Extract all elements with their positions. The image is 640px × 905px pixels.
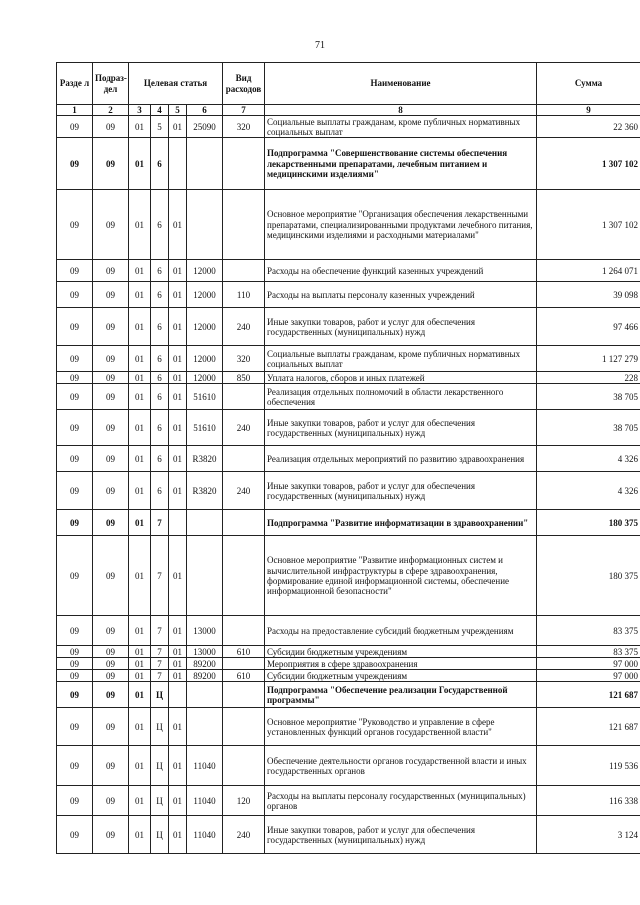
podrazdel-cell: 09 bbox=[93, 708, 129, 746]
sum-cell: 119 536 bbox=[537, 746, 640, 786]
column-number: 5 bbox=[169, 105, 187, 116]
razdel-cell: 09 bbox=[57, 346, 93, 372]
header-razdel: Разде л bbox=[57, 63, 93, 105]
direction-code-cell: 12000 bbox=[187, 282, 223, 308]
direction-code-cell: 89200 bbox=[187, 658, 223, 670]
table-row bbox=[57, 260, 640, 282]
table-row bbox=[57, 410, 640, 446]
expense-type-cell bbox=[223, 682, 265, 708]
subprogram-code-cell: 6 bbox=[151, 282, 169, 308]
sum-cell: 83 375 bbox=[537, 616, 640, 646]
sum-cell: 97 466 bbox=[537, 308, 640, 346]
table-row bbox=[57, 138, 640, 190]
razdel-cell: 09 bbox=[57, 372, 93, 384]
podrazdel-cell: 09 bbox=[93, 372, 129, 384]
event-code-cell: 01 bbox=[169, 670, 187, 682]
expense-type-cell: 240 bbox=[223, 410, 265, 446]
podrazdel-cell: 09 bbox=[93, 472, 129, 510]
program-code-cell: 01 bbox=[129, 346, 151, 372]
event-code-cell: 01 bbox=[169, 190, 187, 260]
table-row bbox=[57, 190, 640, 260]
subprogram-code-cell: 7 bbox=[151, 616, 169, 646]
event-code-cell: 01 bbox=[169, 746, 187, 786]
sum-cell: 116 338 bbox=[537, 786, 640, 816]
table-row bbox=[57, 658, 640, 670]
budget-table bbox=[56, 62, 640, 854]
razdel-cell: 09 bbox=[57, 670, 93, 682]
program-code-cell: 01 bbox=[129, 260, 151, 282]
podrazdel-cell: 09 bbox=[93, 616, 129, 646]
name-cell: Реализация отдельных полномочий в области лекарственного обеспечения bbox=[265, 384, 537, 410]
expense-type-cell bbox=[223, 658, 265, 670]
name-cell: Субсидии бюджетным учреждениям bbox=[265, 646, 537, 658]
expense-type-cell bbox=[223, 138, 265, 190]
subprogram-code-cell: 7 bbox=[151, 646, 169, 658]
event-code-cell: 01 bbox=[169, 816, 187, 854]
column-number: 6 bbox=[187, 105, 223, 116]
expense-type-cell: 240 bbox=[223, 816, 265, 854]
razdel-cell: 09 bbox=[57, 746, 93, 786]
podrazdel-cell: 09 bbox=[93, 670, 129, 682]
sum-cell: 228 bbox=[537, 372, 640, 384]
table-row bbox=[57, 510, 640, 536]
direction-code-cell bbox=[187, 510, 223, 536]
razdel-cell: 09 bbox=[57, 410, 93, 446]
event-code-cell bbox=[169, 682, 187, 708]
table-row bbox=[57, 670, 640, 682]
event-code-cell: 01 bbox=[169, 346, 187, 372]
event-code-cell bbox=[169, 510, 187, 536]
razdel-cell: 09 bbox=[57, 446, 93, 472]
direction-code-cell: 11040 bbox=[187, 786, 223, 816]
name-cell: Мероприятия в сфере здравоохранения bbox=[265, 658, 537, 670]
subprogram-code-cell: 6 bbox=[151, 384, 169, 410]
subprogram-code-cell: 6 bbox=[151, 446, 169, 472]
podrazdel-cell: 09 bbox=[93, 682, 129, 708]
expense-type-cell bbox=[223, 510, 265, 536]
table-header-row bbox=[57, 63, 640, 105]
event-code-cell: 01 bbox=[169, 372, 187, 384]
table-row bbox=[57, 384, 640, 410]
sum-cell: 3 124 bbox=[537, 816, 640, 854]
subprogram-code-cell: Ц bbox=[151, 708, 169, 746]
table-row bbox=[57, 346, 640, 372]
podrazdel-cell: 09 bbox=[93, 260, 129, 282]
razdel-cell: 09 bbox=[57, 816, 93, 854]
direction-code-cell: 12000 bbox=[187, 308, 223, 346]
sum-cell: 1 264 071 bbox=[537, 260, 640, 282]
razdel-cell: 09 bbox=[57, 682, 93, 708]
program-code-cell: 01 bbox=[129, 446, 151, 472]
program-code-cell: 01 bbox=[129, 646, 151, 658]
expense-type-cell bbox=[223, 260, 265, 282]
table-body bbox=[57, 116, 640, 854]
podrazdel-cell: 09 bbox=[93, 410, 129, 446]
sum-cell: 4 326 bbox=[537, 472, 640, 510]
expense-type-cell bbox=[223, 190, 265, 260]
program-code-cell: 01 bbox=[129, 308, 151, 346]
subprogram-code-cell: 7 bbox=[151, 536, 169, 616]
header-vid-raskhodov: Вид расходов bbox=[223, 63, 265, 105]
table-row bbox=[57, 446, 640, 472]
subprogram-code-cell: 6 bbox=[151, 372, 169, 384]
subprogram-code-cell: Ц bbox=[151, 786, 169, 816]
sum-cell: 97 000 bbox=[537, 670, 640, 682]
table-row bbox=[57, 616, 640, 646]
program-code-cell: 01 bbox=[129, 282, 151, 308]
razdel-cell: 09 bbox=[57, 260, 93, 282]
sum-cell: 1 307 102 bbox=[537, 190, 640, 260]
direction-code-cell: 25090 bbox=[187, 116, 223, 138]
event-code-cell: 01 bbox=[169, 472, 187, 510]
razdel-cell: 09 bbox=[57, 708, 93, 746]
program-code-cell: 01 bbox=[129, 190, 151, 260]
column-numbers-row bbox=[57, 105, 640, 116]
razdel-cell: 09 bbox=[57, 658, 93, 670]
table-row bbox=[57, 646, 640, 658]
direction-code-cell: 12000 bbox=[187, 346, 223, 372]
name-cell: Расходы на выплаты персоналу государственных (муниципальных) органов bbox=[265, 786, 537, 816]
subprogram-code-cell: 6 bbox=[151, 260, 169, 282]
direction-code-cell: 51610 bbox=[187, 384, 223, 410]
name-cell: Уплата налогов, сборов и иных платежей bbox=[265, 372, 537, 384]
direction-code-cell bbox=[187, 536, 223, 616]
program-code-cell: 01 bbox=[129, 116, 151, 138]
program-code-cell: 01 bbox=[129, 410, 151, 446]
event-code-cell: 01 bbox=[169, 658, 187, 670]
event-code-cell: 01 bbox=[169, 116, 187, 138]
podrazdel-cell: 09 bbox=[93, 116, 129, 138]
table-row bbox=[57, 282, 640, 308]
direction-code-cell: 13000 bbox=[187, 646, 223, 658]
sum-cell: 83 375 bbox=[537, 646, 640, 658]
table-row bbox=[57, 116, 640, 138]
subprogram-code-cell: 6 bbox=[151, 472, 169, 510]
sum-cell: 22 360 bbox=[537, 116, 640, 138]
expense-type-cell bbox=[223, 746, 265, 786]
sum-cell: 121 687 bbox=[537, 682, 640, 708]
program-code-cell: 01 bbox=[129, 138, 151, 190]
header-podrazdel: Подраз- дел bbox=[93, 63, 129, 105]
subprogram-code-cell: Ц bbox=[151, 682, 169, 708]
expense-type-cell: 320 bbox=[223, 116, 265, 138]
event-code-cell: 01 bbox=[169, 410, 187, 446]
event-code-cell: 01 bbox=[169, 616, 187, 646]
table-row bbox=[57, 682, 640, 708]
expense-type-cell bbox=[223, 384, 265, 410]
name-cell: Основное мероприятие "Организация обеспечения лекарственными препаратами, специализированными продуктами лечебного питания, медицинскими изделиями и расходными материалами" bbox=[265, 190, 537, 260]
event-code-cell: 01 bbox=[169, 786, 187, 816]
subprogram-code-cell: Ц bbox=[151, 746, 169, 786]
name-cell: Иные закупки товаров, работ и услуг для обеспечения государственных (муниципальных) нужд bbox=[265, 816, 537, 854]
sum-cell: 97 000 bbox=[537, 658, 640, 670]
sum-cell: 1 307 102 bbox=[537, 138, 640, 190]
program-code-cell: 01 bbox=[129, 510, 151, 536]
header-summa: Сумма bbox=[537, 63, 640, 105]
sum-cell: 121 687 bbox=[537, 708, 640, 746]
column-number: 7 bbox=[223, 105, 265, 116]
name-cell: Расходы на обеспечение функций казенных учреждений bbox=[265, 260, 537, 282]
podrazdel-cell: 09 bbox=[93, 746, 129, 786]
table-row bbox=[57, 708, 640, 746]
direction-code-cell bbox=[187, 138, 223, 190]
name-cell: Иные закупки товаров, работ и услуг для обеспечения государственных (муниципальных) нужд bbox=[265, 410, 537, 446]
direction-code-cell: 12000 bbox=[187, 372, 223, 384]
razdel-cell: 09 bbox=[57, 646, 93, 658]
table-row bbox=[57, 372, 640, 384]
program-code-cell: 01 bbox=[129, 616, 151, 646]
event-code-cell: 01 bbox=[169, 708, 187, 746]
direction-code-cell: R3820 bbox=[187, 446, 223, 472]
name-cell: Иные закупки товаров, работ и услуг для обеспечения государственных (муниципальных) нужд bbox=[265, 472, 537, 510]
podrazdel-cell: 09 bbox=[93, 658, 129, 670]
name-cell: Обеспечение деятельности органов государственной власти и иных государственных органов bbox=[265, 746, 537, 786]
direction-code-cell: 51610 bbox=[187, 410, 223, 446]
program-code-cell: 01 bbox=[129, 682, 151, 708]
program-code-cell: 01 bbox=[129, 708, 151, 746]
program-code-cell: 01 bbox=[129, 670, 151, 682]
subprogram-code-cell: 6 bbox=[151, 190, 169, 260]
name-cell: Расходы на выплаты персоналу казенных учреждений bbox=[265, 282, 537, 308]
sum-cell: 4 326 bbox=[537, 446, 640, 472]
subprogram-code-cell: Ц bbox=[151, 816, 169, 854]
column-number: 4 bbox=[151, 105, 169, 116]
direction-code-cell: 11040 bbox=[187, 816, 223, 854]
direction-code-cell: 11040 bbox=[187, 746, 223, 786]
expense-type-cell: 320 bbox=[223, 346, 265, 372]
program-code-cell: 01 bbox=[129, 786, 151, 816]
program-code-cell: 01 bbox=[129, 536, 151, 616]
name-cell: Подпрограмма "Развитие информатизации в здравоохранении" bbox=[265, 510, 537, 536]
direction-code-cell: 13000 bbox=[187, 616, 223, 646]
name-cell: Реализация отдельных мероприятий по развитию здравоохранения bbox=[265, 446, 537, 472]
direction-code-cell bbox=[187, 708, 223, 746]
name-cell: Основное мероприятие "Руководство и управление в сфере установленных функций органов государственной власти" bbox=[265, 708, 537, 746]
column-number: 8 bbox=[265, 105, 537, 116]
razdel-cell: 09 bbox=[57, 116, 93, 138]
subprogram-code-cell: 7 bbox=[151, 510, 169, 536]
column-number: 9 bbox=[537, 105, 640, 116]
table-row bbox=[57, 786, 640, 816]
expense-type-cell: 610 bbox=[223, 670, 265, 682]
subprogram-code-cell: 6 bbox=[151, 410, 169, 446]
razdel-cell: 09 bbox=[57, 786, 93, 816]
program-code-cell: 01 bbox=[129, 658, 151, 670]
expense-type-cell bbox=[223, 708, 265, 746]
program-code-cell: 01 bbox=[129, 816, 151, 854]
event-code-cell: 01 bbox=[169, 282, 187, 308]
expense-type-cell: 120 bbox=[223, 786, 265, 816]
expense-type-cell: 240 bbox=[223, 472, 265, 510]
podrazdel-cell: 09 bbox=[93, 308, 129, 346]
sum-cell: 38 705 bbox=[537, 410, 640, 446]
name-cell: Подпрограмма "Совершенствование системы обеспечения лекарственными препаратами, лечебным питанием и медицинскими изделиями" bbox=[265, 138, 537, 190]
program-code-cell: 01 bbox=[129, 746, 151, 786]
razdel-cell: 09 bbox=[57, 616, 93, 646]
table-row bbox=[57, 308, 640, 346]
razdel-cell: 09 bbox=[57, 510, 93, 536]
expense-type-cell bbox=[223, 536, 265, 616]
subprogram-code-cell: 6 bbox=[151, 308, 169, 346]
header-celevaya-statya: Целевая статья bbox=[129, 63, 223, 105]
event-code-cell: 01 bbox=[169, 646, 187, 658]
column-number: 2 bbox=[93, 105, 129, 116]
event-code-cell bbox=[169, 138, 187, 190]
razdel-cell: 09 bbox=[57, 384, 93, 410]
sum-cell: 38 705 bbox=[537, 384, 640, 410]
column-number: 3 bbox=[129, 105, 151, 116]
direction-code-cell: 12000 bbox=[187, 260, 223, 282]
page-number: 71 bbox=[315, 40, 325, 51]
event-code-cell: 01 bbox=[169, 260, 187, 282]
expense-type-cell bbox=[223, 616, 265, 646]
subprogram-code-cell: 7 bbox=[151, 658, 169, 670]
header-naimenovanie: Наименование bbox=[265, 63, 537, 105]
podrazdel-cell: 09 bbox=[93, 816, 129, 854]
direction-code-cell: 89200 bbox=[187, 670, 223, 682]
program-code-cell: 01 bbox=[129, 372, 151, 384]
podrazdel-cell: 09 bbox=[93, 510, 129, 536]
program-code-cell: 01 bbox=[129, 472, 151, 510]
subprogram-code-cell: 5 bbox=[151, 116, 169, 138]
name-cell: Социальные выплаты гражданам, кроме публичных нормативных социальных выплат bbox=[265, 116, 537, 138]
table-row bbox=[57, 816, 640, 854]
sum-cell: 180 375 bbox=[537, 510, 640, 536]
table-row bbox=[57, 746, 640, 786]
podrazdel-cell: 09 bbox=[93, 536, 129, 616]
razdel-cell: 09 bbox=[57, 472, 93, 510]
event-code-cell: 01 bbox=[169, 446, 187, 472]
expense-type-cell: 110 bbox=[223, 282, 265, 308]
razdel-cell: 09 bbox=[57, 536, 93, 616]
razdel-cell: 09 bbox=[57, 308, 93, 346]
subprogram-code-cell: 7 bbox=[151, 670, 169, 682]
direction-code-cell bbox=[187, 682, 223, 708]
name-cell: Субсидии бюджетным учреждениям bbox=[265, 670, 537, 682]
podrazdel-cell: 09 bbox=[93, 786, 129, 816]
event-code-cell: 01 bbox=[169, 536, 187, 616]
name-cell: Социальные выплаты гражданам, кроме публичных нормативных социальных выплат bbox=[265, 346, 537, 372]
direction-code-cell bbox=[187, 190, 223, 260]
event-code-cell: 01 bbox=[169, 384, 187, 410]
program-code-cell: 01 bbox=[129, 384, 151, 410]
razdel-cell: 09 bbox=[57, 138, 93, 190]
podrazdel-cell: 09 bbox=[93, 138, 129, 190]
table-row bbox=[57, 472, 640, 510]
expense-type-cell bbox=[223, 446, 265, 472]
podrazdel-cell: 09 bbox=[93, 282, 129, 308]
expense-type-cell: 850 bbox=[223, 372, 265, 384]
name-cell: Подпрограмма "Обеспечение реализации Государственной программы" bbox=[265, 682, 537, 708]
razdel-cell: 09 bbox=[57, 282, 93, 308]
expense-type-cell: 610 bbox=[223, 646, 265, 658]
sum-cell: 39 098 bbox=[537, 282, 640, 308]
razdel-cell: 09 bbox=[57, 190, 93, 260]
subprogram-code-cell: 6 bbox=[151, 346, 169, 372]
name-cell: Иные закупки товаров, работ и услуг для обеспечения государственных (муниципальных) нужд bbox=[265, 308, 537, 346]
subprogram-code-cell: 6 bbox=[151, 138, 169, 190]
sum-cell: 1 127 279 bbox=[537, 346, 640, 372]
event-code-cell: 01 bbox=[169, 308, 187, 346]
table-row bbox=[57, 536, 640, 616]
podrazdel-cell: 09 bbox=[93, 384, 129, 410]
name-cell: Основное мероприятие "Развитие информационных систем и вычислительной инфраструктуры в сфере здравоохранения, формирование единой информационной системы, обеспечение информационной безопасности" bbox=[265, 536, 537, 616]
podrazdel-cell: 09 bbox=[93, 446, 129, 472]
expense-type-cell: 240 bbox=[223, 308, 265, 346]
podrazdel-cell: 09 bbox=[93, 646, 129, 658]
podrazdel-cell: 09 bbox=[93, 346, 129, 372]
podrazdel-cell: 09 bbox=[93, 190, 129, 260]
sum-cell: 180 375 bbox=[537, 536, 640, 616]
name-cell: Расходы на предоставление субсидий бюджетным учреждениям bbox=[265, 616, 537, 646]
direction-code-cell: R3820 bbox=[187, 472, 223, 510]
column-number: 1 bbox=[57, 105, 93, 116]
